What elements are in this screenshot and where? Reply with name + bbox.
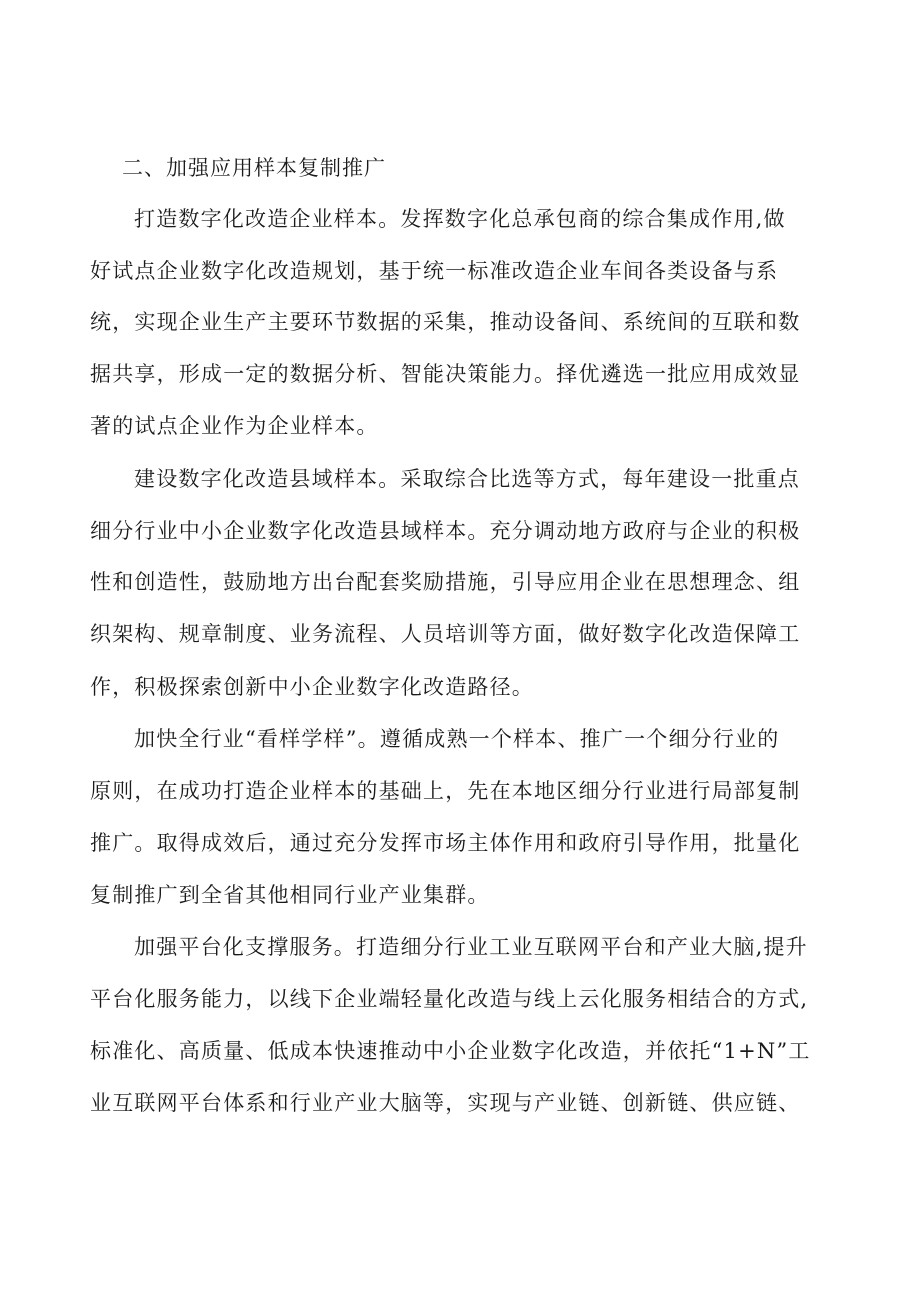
- paragraph-line: 推广。取得成效后，通过充分发挥市场主体作用和政府引导作用，批量化: [90, 831, 801, 855]
- paragraph-line: 建设数字化改造县域样本。采取综合比选等方式，每年建设一批重点: [134, 467, 800, 491]
- paragraph-line: 平台化服务能力，以线下企业端轻量化改造与线上云化服务相结合的方式,: [90, 987, 809, 1011]
- paragraph-line: 织架构、规章制度、业务流程、人员培训等方面，做好数字化改造保障工: [90, 622, 801, 646]
- paragraph-line: 作，积极探索创新中小企业数字化改造路径。: [90, 675, 534, 699]
- paragraph-line: 标准化、高质量、低成本快速推动中小企业数字化改造，并依托“1+N”工: [90, 1039, 811, 1063]
- paragraph-line: 好试点企业数字化改造规划，基于统一标准改造企业车间各类设备与系: [90, 259, 779, 283]
- paragraph-line: 据共享，形成一定的数据分析、智能决策能力。择优遴选一批应用成效显: [90, 362, 801, 386]
- paragraph-line: 加强平台化支撑服务。打造细分行业工业互联网平台和产业大脑,提升: [134, 935, 808, 959]
- section-heading: 二、加强应用样本复制推广: [122, 156, 386, 180]
- paragraph-line: 打造数字化改造企业样本。发挥数字化总承包商的综合集成作用,做: [134, 207, 786, 231]
- paragraph-line: 加快全行业“看样学样”。遵循成熟一个样本、推广一个细分行业的: [134, 727, 780, 751]
- paragraph-line: 统，实现企业生产主要环节数据的采集，推动设备间、系统间的互联和数: [90, 310, 801, 334]
- paragraph-line: 业互联网平台体系和行业产业大脑等，实现与产业链、创新链、供应链、: [90, 1091, 801, 1115]
- paragraph-line: 性和创造性，鼓励地方出台配套奖励措施，引导应用企业在思想理念、组: [90, 570, 801, 594]
- paragraph-line: 细分行业中小企业数字化改造县域样本。充分调动地方政府与企业的积极: [90, 519, 801, 543]
- paragraph-line: 原则，在成功打造企业样本的基础上，先在本地区细分行业进行局部复制: [90, 779, 801, 803]
- paragraph-line: 复制推广到全省其他相同行业产业集群。: [90, 883, 490, 907]
- paragraph-line: 著的试点企业作为企业样本。: [90, 414, 379, 438]
